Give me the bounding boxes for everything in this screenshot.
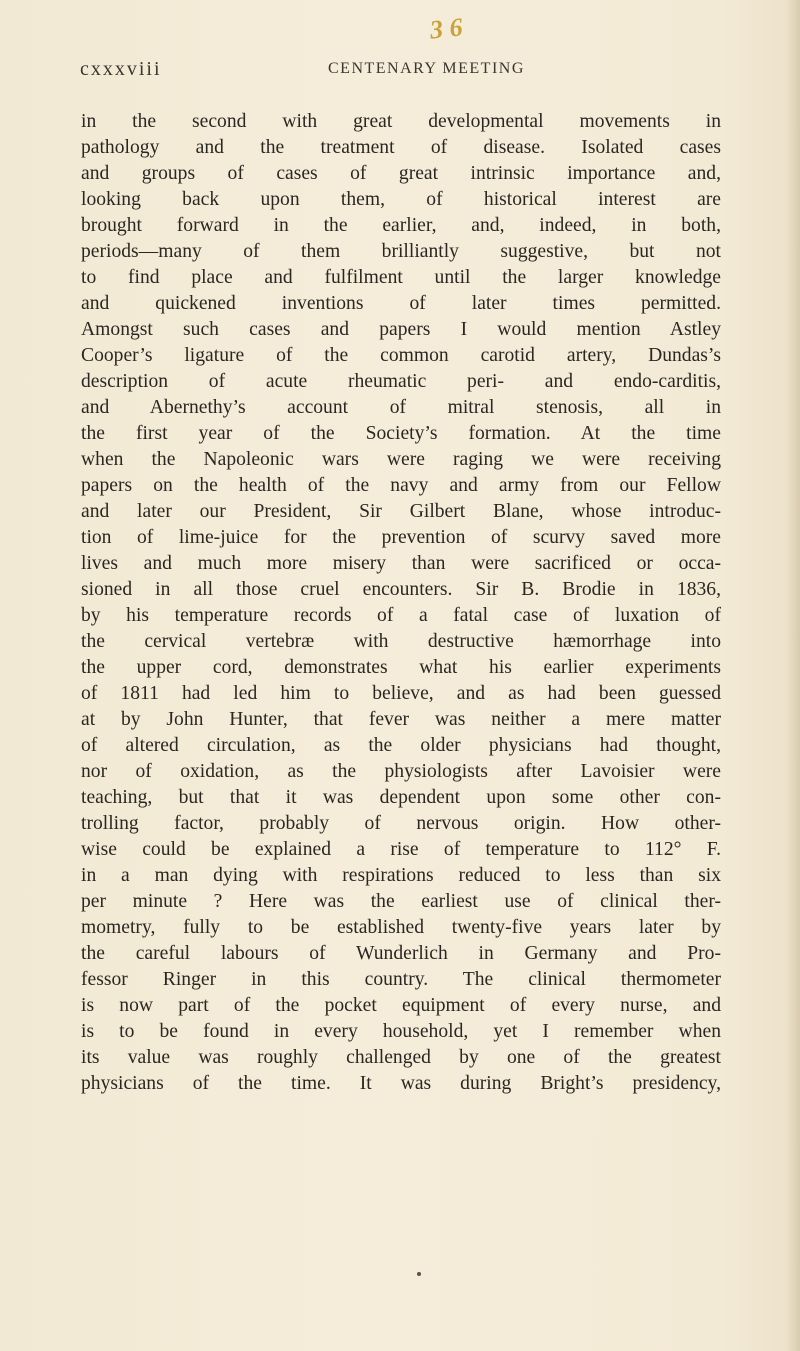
text-line: fessor Ringer in this country. The clinical thermometer: [81, 969, 721, 990]
text-line: and Abernethy’s account of mitral stenosis, all in: [81, 397, 721, 418]
text-line: at by John Hunter, that fever was neither a mere matter: [81, 709, 721, 730]
text-line: nor of oxidation, as the physiologists after Lavoisier were: [81, 761, 721, 782]
running-header: [80, 58, 720, 84]
text-line: the first year of the Society’s formation. At the time: [81, 423, 721, 444]
text-line: tion of lime-juice for the prevention of scurvy saved more: [81, 527, 721, 548]
text-line: trolling factor, probably of nervous origin. How other-: [81, 813, 721, 834]
text-line: teaching, but that it was dependent upon some other con-: [81, 787, 721, 808]
text-line: is now part of the pocket equipment of every nurse, and: [81, 995, 721, 1016]
text-line: the cervical vertebræ with destructive hæmorrhage into: [81, 631, 721, 652]
text-line: looking back upon them, of historical interest are: [81, 189, 721, 210]
text-line: wise could be explained a rise of temperature to 112° F.: [81, 839, 721, 860]
handwritten-folio-mark: 3 6: [428, 12, 464, 45]
text-line: the upper cord, demonstrates what his earlier experiments: [81, 657, 721, 678]
text-line: periods—many of them brilliantly suggestive, but not: [81, 241, 721, 262]
text-line: per minute ? Here was the earliest use of clinical ther-: [81, 891, 721, 912]
text-line: mometry, fully to be established twenty-five years later by: [81, 917, 721, 938]
body-paragraph: [81, 109, 721, 1097]
text-line: is to be found in every household, yet I remember when: [81, 1021, 721, 1042]
text-line: to find place and fulfilment until the larger knowledge: [81, 267, 721, 288]
text-line: by his temperature records of a fatal case of luxation of: [81, 605, 721, 626]
text-line: when the Napoleonic wars were raging we were receiving: [81, 449, 721, 470]
text-line: in the second with great developmental movements in: [81, 111, 721, 132]
text-line: in a man dying with respirations reduced to less than six: [81, 865, 721, 886]
text-line: papers on the health of the navy and army from our Fellow: [81, 475, 721, 496]
running-title: CENTENARY MEETING: [328, 60, 525, 77]
text-line: brought forward in the earlier, and, indeed, in both,: [81, 215, 721, 236]
text-line: of 1811 had led him to believe, and as had been guessed: [81, 683, 721, 704]
text-line: and quickened inventions of later times permitted.: [81, 293, 721, 314]
text-line: lives and much more misery than were sacrificed or occa-: [81, 553, 721, 574]
text-line: physicians of the time. It was during Bright’s presidency,: [81, 1073, 721, 1094]
text-line: its value was roughly challenged by one of the greatest: [81, 1047, 721, 1068]
page-number: cxxxviii: [80, 58, 162, 80]
text-line: sioned in all those cruel encounters. Sir B. Brodie in 1836,: [81, 579, 721, 600]
page-edge-shadow: [786, 0, 800, 1351]
text-line: Cooper’s ligature of the common carotid artery, Dundas’s: [81, 345, 721, 366]
paper-speck: [417, 1272, 421, 1276]
text-line: the careful labours of Wunderlich in Germany and Pro-: [81, 943, 721, 964]
text-line: Amongst such cases and papers I would mention Astley: [81, 319, 721, 340]
text-line: pathology and the treatment of disease. Isolated cases: [81, 137, 721, 158]
text-line: and later our President, Sir Gilbert Blane, whose introduc-: [81, 501, 721, 522]
text-line: and groups of cases of great intrinsic importance and,: [81, 163, 721, 184]
text-line: description of acute rheumatic peri- and endo-carditis,: [81, 371, 721, 392]
text-line: of altered circulation, as the older physicians had thought,: [81, 735, 721, 756]
